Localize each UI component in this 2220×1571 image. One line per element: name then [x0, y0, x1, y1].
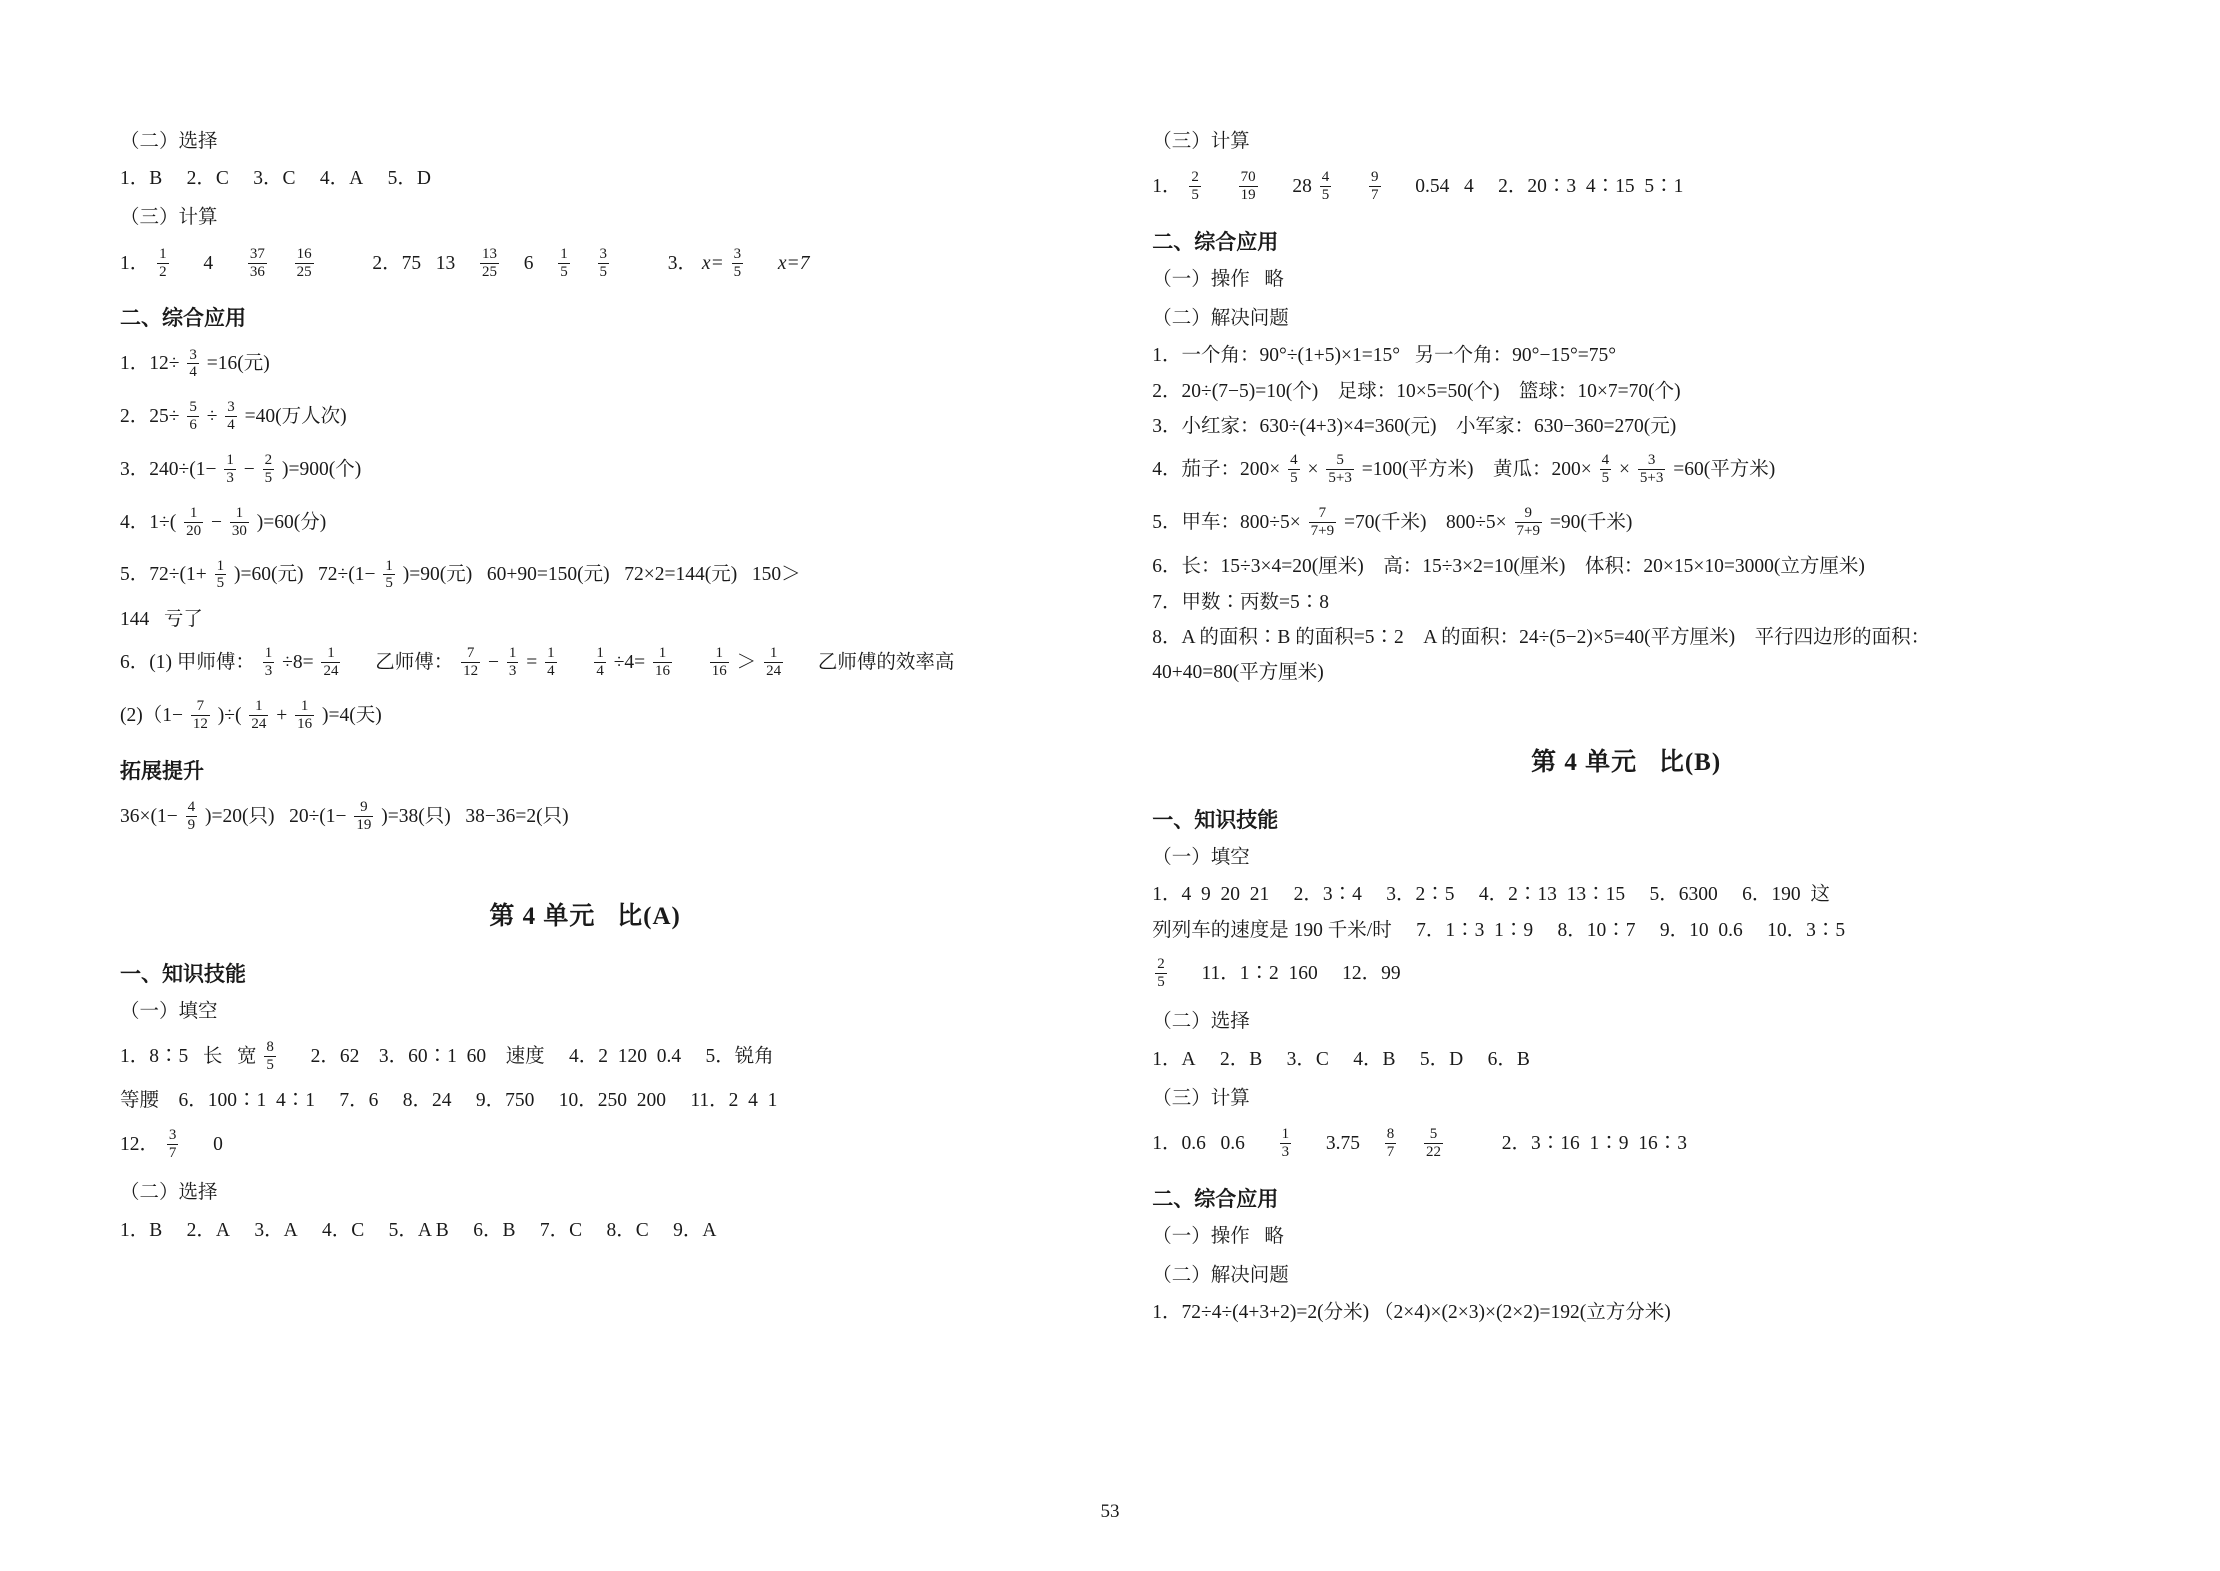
item5-part1: 5．72÷(1+: [120, 564, 207, 586]
calc-value-b: 2．75 13: [372, 252, 456, 274]
right-problem-5: [1152, 499, 2100, 548]
unit-4a-title: 第 4 单元 比(A): [489, 902, 681, 930]
fraction-one-24-2: $\frac{1}{24}$: [766, 645, 782, 680]
left-choice-heading: （二）选择: [120, 131, 218, 152]
fraction-two-fifths: $\frac{2}{5}$: [264, 452, 273, 486]
fraction-four-ninths: $\frac{4}{9}$: [187, 798, 196, 833]
fill1-part1: 1．8∶5 长 宽: [120, 1045, 257, 1067]
right-calc-heading: （三）计算: [1152, 131, 1250, 152]
fraction-nine-19: $\frac{9}{19}$: [356, 798, 372, 833]
left-app-item-3: [120, 446, 1050, 495]
fraction-four-fifths-2: $\frac{4}{5}$: [1290, 452, 1298, 486]
fraction-five-sixths: $\frac{5}{6}$: [189, 399, 197, 434]
item6b-part3: +: [276, 705, 288, 726]
fraction-37-36: $\frac{37}{36}$: [249, 245, 265, 280]
fraction-one-third: $\frac{1}{3}$: [226, 452, 234, 486]
ext-part1: 36×(1−: [120, 805, 178, 827]
right-calc2-heading: （三）计算: [1152, 1087, 1250, 1109]
fraction-three-quarters-2: $\frac{3}{4}$: [227, 399, 235, 434]
fraction-70-19: $\frac{70}{19}$: [1240, 169, 1256, 204]
left-app-item-5-cont: 144 亏了: [120, 609, 203, 631]
right-operation2-heading: （一）操作 略: [1152, 1225, 1284, 1247]
item6-part8: 乙师傅的效率高: [817, 652, 955, 674]
right-fill-answers-1: 1．4 9 20 21 2．3∶4 3．2∶5 4．2∶13 13∶15 5．6300 6．190 这: [1152, 884, 1830, 906]
fraction-three-sevenths: $\frac{3}{7}$: [168, 1126, 177, 1161]
fraction-one-third-r: $\frac{1}{3}$: [1281, 1126, 1290, 1161]
right-problem-2: 2．20÷(7−5)=10(个) 足球：10×5=50(个) 篮球：10×7=70(个): [1152, 380, 1681, 402]
left-fill-heading: （一）填空: [120, 1000, 218, 1022]
rfill3-suffix: 11．1∶2 160 12．99: [1201, 962, 1401, 984]
left-app-item-6: [120, 639, 1050, 688]
right-calc-answers: [1152, 163, 2100, 212]
fraction-one-half: $\frac{1}{2}$: [159, 245, 167, 280]
left-calc-heading: （三）计算: [120, 207, 218, 229]
item5-part3: )=90(元) 60+90=150(元) 72×2=144(元) 150＞: [402, 564, 801, 586]
calc-x-expr-1: x=: [701, 252, 724, 274]
fraction-one-24-3: $\frac{1}{24}$: [251, 698, 267, 733]
p5-part1: 5．甲车：800÷5×: [1152, 511, 1301, 533]
fraction-one-fifth-3: $\frac{1}{5}$: [385, 557, 393, 592]
right-problem-8-cont: 40+40=80(平方厘米): [1152, 661, 1324, 683]
fraction-eight-fifths: $\frac{8}{5}$: [266, 1038, 274, 1073]
page-number: 53: [1100, 1501, 1120, 1522]
fraction-5-over-5plus3: $\frac{5}{5+3}$: [1328, 452, 1352, 486]
fraction-13-25: $\frac{13}{25}$: [482, 245, 498, 280]
right-application-heading: 二、综合应用: [1152, 229, 1279, 254]
fill1-part2: 2．62 3．60∶1 60 速度 4．2 120 0.4 5．锐角: [310, 1045, 774, 1067]
fraction-three-fifths: $\frac{3}{5}$: [599, 245, 608, 280]
right-fill-heading: （一）填空: [1152, 847, 1250, 869]
unit-4b-title: 第 4 单元 比(B): [1531, 749, 1722, 777]
item1-prefix: 1．12÷: [120, 353, 180, 375]
fraction-two-fifths-r2: $\frac{2}{5}$: [1157, 955, 1165, 990]
p4-part4: ×: [1618, 458, 1630, 480]
left-skill-heading: 一、知识技能: [120, 961, 246, 986]
calc-prefix: 1．: [120, 252, 150, 274]
item6-part2: ÷8=: [282, 652, 314, 674]
fraction-five-22: $\frac{5}{22}$: [1426, 1126, 1442, 1161]
p4-part1: 4．茄子：200×: [1152, 458, 1281, 480]
left-app-item-5: [120, 551, 1050, 600]
right-problem-8: 8．A 的面积∶B 的面积=5∶2 A 的面积：24÷(5−2)×5=40(平方厘米) 平行四边形的面积：: [1152, 626, 1931, 648]
p5-part2: =70(千米) 800÷5×: [1343, 511, 1507, 533]
fraction-one-16: $\frac{1}{16}$: [655, 645, 671, 680]
fraction-16-25: $\frac{16}{25}$: [296, 245, 312, 280]
item4-mid: −: [210, 511, 222, 533]
p4-part2: ×: [1307, 458, 1319, 480]
fraction-three-quarters: $\frac{3}{4}$: [189, 346, 197, 381]
ext-part2: )=20(只) 20÷(1−: [205, 805, 347, 827]
left-extension-heading: 拓展提升: [120, 758, 204, 783]
item3-suffix: )=900(个): [281, 458, 362, 480]
right-choice-heading: （二）选择: [1152, 1011, 1250, 1033]
fraction-one-16-3: $\frac{1}{16}$: [297, 698, 313, 733]
right-fill-answers-3: [1152, 950, 2100, 999]
calc-value-c: 6: [523, 252, 534, 274]
rcalc2-part3: 2．3∶16 1∶9 16∶3: [1501, 1133, 1688, 1154]
right-problem-3: 3．小红家：630÷(4+3)×4=360(元) 小军家：630−360=270(元): [1152, 415, 1677, 437]
rcalc-prefix: 1．: [1152, 176, 1182, 198]
left-choice-answers: 1．B 2．C 3．C 4．A 5．D: [120, 168, 431, 190]
left-fill-answers-2: 等腰 6．100∶1 4∶1 7．6 8．24 9．750 10．250 200 11．2 4 1: [120, 1090, 778, 1112]
item6-part1: 6．(1) 甲师傅：: [120, 652, 255, 674]
item2-suffix: =40(万人次): [244, 406, 347, 428]
left-app-item-6-2: [120, 692, 1050, 741]
fraction-one-fifth: $\frac{1}{5}$: [560, 245, 568, 280]
right-problem-6: 6．长：15÷3×4=20(厘米) 高：15÷3×2=10(厘米) 体积：20×15×10=3000(立方厘米): [1152, 556, 1865, 578]
right-operation-heading: （一）操作 略: [1152, 268, 1284, 290]
item6b-part2: )÷(: [217, 705, 242, 726]
item6b-part1: (2)（1−: [120, 705, 183, 726]
fraction-9-over-7plus9: $\frac{9}{7+9}$: [1516, 504, 1540, 539]
fraction-one-thirtieth: $\frac{1}{30}$: [231, 504, 247, 539]
fraction-four-fifths-3: $\frac{4}{5}$: [1601, 452, 1610, 486]
fraction-four-fifths: $\frac{4}{5}$: [1321, 169, 1330, 204]
item2-prefix: 2．25÷: [120, 406, 180, 428]
item6-part4: −: [487, 652, 499, 674]
fraction-one-16-2: $\frac{1}{16}$: [711, 645, 727, 680]
right-problem-7: 7．甲数∶丙数=5∶8: [1152, 591, 1330, 613]
rcalc2-part2: 3.75: [1325, 1133, 1361, 1154]
item6-part7: ＞: [736, 652, 757, 674]
left-extension-answer: [120, 793, 1050, 842]
right-q1: 1．72÷4÷(4+3+2)=2(分米) （2×4)×(2×3)×(2×2)=192(立方分米): [1152, 1302, 1671, 1324]
fraction-one-twentieth: $\frac{1}{20}$: [186, 504, 202, 539]
left-app-item-1: [120, 340, 1050, 389]
left-choice2-heading: （二）选择: [120, 1182, 218, 1204]
right-skill-heading: 一、知识技能: [1152, 808, 1279, 833]
item5-part2: )=60(元) 72÷(1−: [233, 564, 376, 586]
item6-part6: ÷4=: [613, 652, 646, 674]
fraction-eight-sevenths: $\frac{8}{7}$: [1386, 1126, 1395, 1161]
right-application2-heading: 二、综合应用: [1152, 1186, 1279, 1211]
item4-prefix: 4．1÷(: [120, 511, 177, 533]
left-application-heading: 二、综合应用: [120, 306, 246, 331]
fraction-one-third-2: $\frac{1}{3}$: [264, 645, 273, 680]
right-choice-answers: 1．A 2．B 3．C 4．B 5．D 6．B: [1152, 1048, 1530, 1070]
fraction-two-fifths-r: $\frac{2}{5}$: [1191, 169, 1199, 204]
left-app-item-4: [120, 499, 1050, 548]
item3-prefix: 3．240÷(1−: [120, 458, 217, 480]
fraction-one-24: $\frac{1}{24}$: [323, 645, 339, 680]
fraction-one-third-3: $\frac{1}{3}$: [508, 645, 517, 680]
item1-suffix: =16(元): [206, 353, 270, 375]
calc-x-expr-2: x=7: [777, 252, 810, 274]
item2-mid: ÷: [206, 406, 218, 428]
right-problem-4: [1152, 446, 2100, 495]
left-choice2-answers: 1．B 2．A 3．A 4．C 5．A B 6．B 7．C 8．C 9．A: [120, 1219, 717, 1241]
left-fill-answers-3: [120, 1121, 1050, 1170]
item4-suffix: )=60(分): [256, 511, 327, 533]
fraction-nine-sevenths: $\frac{9}{7}$: [1371, 169, 1379, 204]
p4-part3: =100(平方米) 黄瓜：200×: [1361, 458, 1592, 480]
rcalc-after: 0.54 4 2．20∶3 4∶15 5∶1: [1415, 176, 1684, 198]
rcalc2-part1: 1．0.6 0.6: [1152, 1133, 1245, 1154]
left-calc-answers: [120, 240, 1050, 289]
calc-value-a: 4: [203, 252, 214, 274]
item6-part3: 乙师傅：: [375, 652, 454, 674]
left-app-item-2: [120, 393, 1050, 442]
fraction-7-over-7plus9: $\frac{7}{7+9}$: [1310, 504, 1335, 539]
fraction-one-quarter: $\frac{1}{4}$: [547, 645, 555, 680]
fill3-prefix: 12．: [120, 1133, 160, 1155]
p5-part3: =90(千米): [1549, 511, 1633, 533]
fraction-seven-12: $\frac{7}{12}$: [463, 645, 479, 680]
fraction-3-over-5plus3: $\frac{3}{5+3}$: [1639, 452, 1664, 486]
fraction-one-fifth-2: $\frac{1}{5}$: [216, 557, 225, 592]
right-solve-heading: （二）解决问题: [1152, 308, 1289, 330]
right-solve2-heading: （二）解决问题: [1152, 1264, 1289, 1286]
left-fill-answers-1: [120, 1033, 1050, 1082]
fraction-three-fifths-2: $\frac{3}{5}$: [733, 245, 742, 280]
fraction-seven-12-2: $\frac{7}{12}$: [192, 698, 208, 733]
right-problem-1: 1．一个角：90°÷(1+5)×1=15° 另一个角：90°−15°=75°: [1152, 345, 1617, 367]
left-column: [120, 118, 1110, 1440]
fraction-one-quarter-2: $\frac{1}{4}$: [596, 645, 604, 680]
item6-part5: =: [526, 652, 538, 674]
fill3-suffix: 0: [213, 1133, 223, 1155]
item6b-part4: )=4(天): [321, 705, 382, 726]
right-column: [1110, 118, 2100, 1440]
right-calc2-answers: [1152, 1120, 2100, 1169]
ext-part3: )=38(只) 38−36=2(只): [381, 805, 569, 827]
calc-value-d: 3．: [667, 252, 698, 274]
right-fill-answers-2: 列列车的速度是 190 千米/时 7．1∶3 1∶9 8．10∶7 9．10 0.6 10．3∶5: [1152, 919, 1846, 941]
rcalc-mid: 28: [1292, 176, 1312, 198]
item3-mid: −: [243, 458, 255, 480]
p4-part5: =60(平方米): [1673, 458, 1776, 480]
